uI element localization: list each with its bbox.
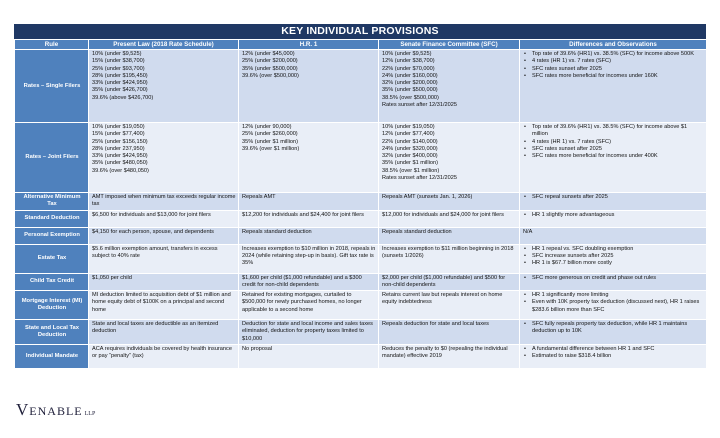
hr1-text: Increases exemption to $10 million in 2018, repeals in 2024 (while retaining step-up in basis). Gift tax rate is 35%: [242, 245, 376, 267]
sfc-cell: [379, 123, 520, 193]
present-text: 15% (under $38,700): [92, 58, 145, 65]
observation-item: [523, 124, 704, 139]
hr1-cell: [239, 193, 379, 211]
observation-text: SFC increase sunsets after 2025: [532, 252, 614, 259]
observations-cell: [520, 320, 707, 345]
hr1-text: 35% (under $500,000): [242, 65, 298, 72]
logo-initial: V: [16, 400, 30, 419]
observation-text: HR 1 repeal vs. SFC doubling exemption: [532, 245, 634, 252]
observation-text: N/A: [523, 228, 533, 235]
present-cell: [89, 291, 239, 320]
hr1-text: 25% (under $200,000): [242, 58, 298, 65]
table-row: [15, 210, 707, 227]
observation-text: SFC rates more beneficial for incomes under 160K: [532, 72, 658, 79]
hr1-text: Deduction for state and local income and sales taxes eliminated, deduction for property taxes limited to $10,000: [242, 321, 373, 342]
sfc-cell: [379, 50, 520, 123]
present-text: 10% (under $9,525): [92, 51, 142, 57]
sfc-text: Repeals deduction for state and local taxes: [382, 321, 489, 328]
present-cell: [89, 50, 239, 123]
hr1-cell: [239, 227, 379, 244]
present-cell: [89, 345, 239, 369]
venable-logo: [16, 400, 95, 420]
hr1-cell: [239, 50, 379, 123]
present-text: AMT imposed when minimum tax exceeds regular income tax: [92, 194, 236, 208]
table-row: [15, 244, 707, 273]
hr1-text: Repeals AMT: [242, 194, 276, 200]
observation-item: [523, 299, 704, 314]
bullet-icon: •: [524, 260, 526, 267]
present-text: $5.6 million exemption amount, transfers in excess subject to 40% rate: [92, 245, 218, 259]
observations-list: [523, 275, 704, 282]
sfc-text: 24% (under $160,000): [382, 72, 438, 79]
observation-text: A fundamental difference between HR 1 and SFC: [532, 346, 655, 353]
present-text: MI deduction limited to acquisition debt of $1 million and home equity debt of $100K on a principal and second home: [92, 292, 231, 313]
observation-text: 4 rates (HR 1) vs. 7 rates (SFC): [532, 58, 611, 65]
present-text: 25% (under $156,150): [92, 138, 148, 145]
sfc-cell: [379, 244, 520, 273]
present-text: 39.6% (above $426,700): [92, 94, 154, 101]
present-text: ACA requires individuals be covered by health insurance or pay “penalty” (tax): [92, 346, 232, 360]
observation-text: SFC fully repeals property tax deduction, while HR 1 maintains deduction up to 10K: [532, 321, 688, 335]
present-cell: [89, 210, 239, 227]
table-row: [15, 273, 707, 291]
header-differences: Differences and Observations: [520, 40, 707, 50]
table-row: [15, 50, 707, 123]
rule-label: Rates – Single Filers: [15, 50, 89, 123]
table-row: [15, 291, 707, 320]
rule-label: State and Local Tax Deduction: [15, 320, 89, 345]
sfc-text: $2,000 per child ($1,000 refundable) and $500 for non-child dependents: [382, 274, 506, 288]
present-text: 33% (under $424,950): [92, 80, 148, 87]
present-text: 10% (under $19,050): [92, 124, 145, 130]
hr1-text: Repeals standard deduction: [242, 228, 312, 235]
present-text: 35% (under $480,050): [92, 160, 148, 167]
present-cell: [89, 273, 239, 291]
bullet-icon: •: [524, 51, 526, 57]
present-text: 28% (under 237,950): [92, 145, 145, 152]
header-hr1: H.R. 1: [239, 40, 379, 50]
present-text: State and local taxes are deductible as an itemized deduction: [92, 321, 219, 335]
observations-cell: [520, 50, 707, 123]
observation-item: [523, 58, 704, 65]
observation-text: 4 rates (HR 1) vs. 7 rates (SFC): [532, 138, 611, 145]
bullet-icon: •: [524, 346, 526, 353]
bullet-icon: •: [524, 58, 526, 65]
rule-label: Personal Exemption: [15, 227, 89, 244]
bullet-icon: •: [524, 299, 526, 306]
sfc-text: Rates sunset after 12/31/2025: [382, 175, 457, 182]
sfc-cell: [379, 193, 520, 211]
header-sfc: Senate Finance Committee (SFC): [379, 40, 520, 50]
observations-cell: [520, 193, 707, 211]
table-row: [15, 193, 707, 211]
observation-item: [523, 139, 704, 146]
observations-list: [523, 124, 704, 160]
rule-label: Estate Tax: [15, 244, 89, 273]
present-cell: [89, 320, 239, 345]
hr1-text: 12% (under $45,000): [242, 51, 295, 57]
observations-list: [523, 292, 704, 314]
observation-item: [523, 66, 704, 73]
table-row: [15, 345, 707, 369]
sfc-text: 35% (under $1 million): [382, 160, 438, 167]
sfc-cell: [379, 291, 520, 320]
bullet-icon: •: [524, 65, 526, 72]
sfc-text: 10% (under $9,525): [382, 51, 432, 57]
table-row: [15, 123, 707, 193]
sfc-text: $12,000 for individuals and $24,000 for joint filers: [382, 211, 504, 218]
present-text: $1,050 per child: [92, 274, 132, 281]
observations-cell: [520, 227, 707, 244]
observation-text: Estimated to raise $318.4 billion: [532, 353, 612, 360]
observation-item: [523, 321, 704, 336]
sfc-cell: [379, 320, 520, 345]
observations-cell: [520, 345, 707, 369]
hr1-cell: [239, 320, 379, 345]
sfc-text: 10% (under $19,050): [382, 124, 435, 130]
hr1-text: 35% (under $1 million): [242, 138, 298, 145]
hr1-cell: [239, 244, 379, 273]
rule-label: Child Tax Credit: [15, 273, 89, 291]
hr1-cell: [239, 273, 379, 291]
present-cell: [89, 123, 239, 193]
rule-label: Alternative Minimum Tax: [15, 193, 89, 211]
present-cell: [89, 193, 239, 211]
observations-list: [523, 194, 704, 201]
observation-item: [523, 153, 704, 160]
hr1-cell: [239, 345, 379, 369]
bullet-icon: •: [524, 353, 526, 360]
sfc-text: 24% (under $320,000): [382, 145, 438, 152]
observations-list: [523, 51, 704, 80]
observation-item: [523, 353, 704, 360]
bullet-icon: •: [524, 274, 526, 281]
observations-cell: [520, 123, 707, 193]
bullet-icon: •: [524, 252, 526, 259]
sfc-text: 35% (under $500,000): [382, 87, 438, 94]
observation-item: [523, 73, 704, 80]
observation-text: Even with 10K property tax deduction (discussed next), HR 1 raises $283.6 billion more than SFC: [532, 299, 700, 313]
sfc-text: Reduces the penalty to $0 (repealing the individual mandate) effective 2019: [382, 346, 508, 360]
observations-list: [523, 246, 704, 268]
observations-cell: [520, 291, 707, 320]
hr1-cell: [239, 210, 379, 227]
logo-rest: ENABLE: [29, 404, 83, 418]
bullet-icon: •: [524, 153, 526, 160]
observation-item: [523, 253, 704, 260]
hr1-text: 12% (under 90,000): [242, 124, 292, 130]
observation-text: Top rate of 39.6% (HR1) vs. 38.5% (SFC) for income above $1 million: [532, 124, 688, 138]
observation-text: SFC more generous on credit and phase out rules: [532, 274, 657, 281]
present-text: 33% (under $424,950): [92, 153, 148, 160]
observation-item: [523, 275, 704, 282]
hr1-text: 39.6% (over $1 million): [242, 145, 300, 152]
observation-text: SFC repeal sunsets after 2025: [532, 194, 608, 200]
observations-cell: [520, 210, 707, 227]
rule-label: Individual Mandate: [15, 345, 89, 369]
sfc-text: Repeals AMT (sunsets Jan. 1, 2026): [382, 194, 473, 200]
present-text: 39.6% (over $480,050): [92, 167, 149, 174]
sfc-text: 12% (under $77,400): [382, 131, 435, 138]
sfc-cell: [379, 227, 520, 244]
header-row: [15, 40, 707, 50]
sfc-text: 32% (under $200,000): [382, 80, 438, 87]
present-cell: [89, 227, 239, 244]
rule-label: Standard Deduction: [15, 210, 89, 227]
observation-text: HR 1 significantly more limiting: [532, 292, 609, 299]
present-text: 35% (under $426,700): [92, 87, 148, 94]
sfc-cell: [379, 210, 520, 227]
sfc-text: 38.5% (over $1 million): [382, 167, 440, 174]
observation-item: [523, 346, 704, 353]
table-row: [15, 227, 707, 244]
header-present-law: Present Law (2018 Rate Schedule): [89, 40, 239, 50]
observation-item: [523, 194, 704, 201]
sfc-text: 32% (under $400,000): [382, 153, 438, 160]
hr1-text: 25% (under $260,000): [242, 131, 298, 138]
provisions-document: [14, 24, 706, 369]
present-text: $6,500 for individuals and $13,000 for joint filers: [92, 211, 211, 218]
bullet-icon: •: [524, 292, 526, 299]
observation-item: [523, 51, 704, 58]
hr1-text: $1,600 per child ($1,000 refundable) and a $300 credit for non-child dependents: [242, 274, 362, 288]
sfc-text: 38.5% (over $500,000): [382, 94, 439, 101]
hr1-cell: [239, 291, 379, 320]
bullet-icon: •: [524, 245, 526, 252]
observations-list: [523, 346, 704, 361]
sfc-text: Repeals standard deduction: [382, 228, 452, 235]
bullet-icon: •: [524, 72, 526, 79]
observation-item: [523, 292, 704, 299]
rule-label: Rates – Joint Filers: [15, 123, 89, 193]
present-text: $4,150 for each person, spouse, and dependents: [92, 228, 214, 235]
sfc-text: 22% (under $70,000): [382, 65, 435, 72]
rule-label: Mortgage Interest (MI) Deduction: [15, 291, 89, 320]
sfc-text: Increases exemption to $11 million beginning in 2018 (sunsets 1/2026): [382, 245, 514, 259]
observation-text: SFC rates sunset after 2025: [532, 65, 602, 72]
observations-cell: [520, 244, 707, 273]
sfc-text: Rates sunset after 12/31/2025: [382, 102, 457, 109]
observation-item: [523, 260, 704, 267]
present-text: 15% (under $77,400): [92, 131, 145, 138]
sfc-text: 22% (under $140,000): [382, 138, 438, 145]
sfc-cell: [379, 273, 520, 291]
observations-list: [523, 212, 704, 219]
observations-cell: [520, 273, 707, 291]
sfc-cell: [379, 345, 520, 369]
observation-item: [523, 246, 704, 253]
header-rule: Rule: [15, 40, 89, 50]
hr1-text: $12,200 for individuals and $24,400 for joint filers: [242, 211, 364, 218]
hr1-text: Retained for existing mortgages, curtailed to $500,000 for newly purchased homes, no longer applicable to a second home: [242, 292, 362, 313]
bullet-icon: •: [524, 138, 526, 145]
observation-text: Top rate of 39.6% (HR1) vs. 38.5% (SFC) for income above 500K: [532, 51, 694, 57]
hr1-cell: [239, 123, 379, 193]
document-title: KEY INDIVIDUAL PROVISIONS: [14, 24, 706, 39]
bullet-icon: •: [524, 211, 526, 218]
logo-suffix: LLP: [84, 411, 96, 417]
sfc-text: Retains current law but repeals interest on home equity indebtedness: [382, 292, 503, 306]
hr1-text: 39.6% (over $500,000): [242, 72, 299, 79]
sfc-text: 12% (under $38,700): [382, 58, 435, 65]
observation-text: SFC rates more beneficial for incomes under 400K: [532, 153, 658, 160]
hr1-text: No proposal: [242, 346, 273, 353]
observation-text: HR 1 slightly more advantageous: [532, 211, 615, 218]
table-row: [15, 320, 707, 345]
observation-item: [523, 212, 704, 219]
bullet-icon: •: [524, 145, 526, 152]
bullet-icon: •: [524, 321, 526, 328]
bullet-icon: •: [524, 124, 526, 130]
observation-text: SFC rates sunset after 2025: [532, 145, 602, 152]
bullet-icon: •: [524, 194, 526, 200]
present-text: 28% (under $195,450): [92, 72, 148, 79]
present-text: 25% (under $93,700): [92, 65, 145, 72]
observations-list: [523, 321, 704, 336]
observation-item: [523, 146, 704, 153]
provisions-table: [14, 39, 707, 369]
observation-text: HR 1 is $67.7 billion more costly: [532, 260, 612, 267]
present-cell: [89, 244, 239, 273]
